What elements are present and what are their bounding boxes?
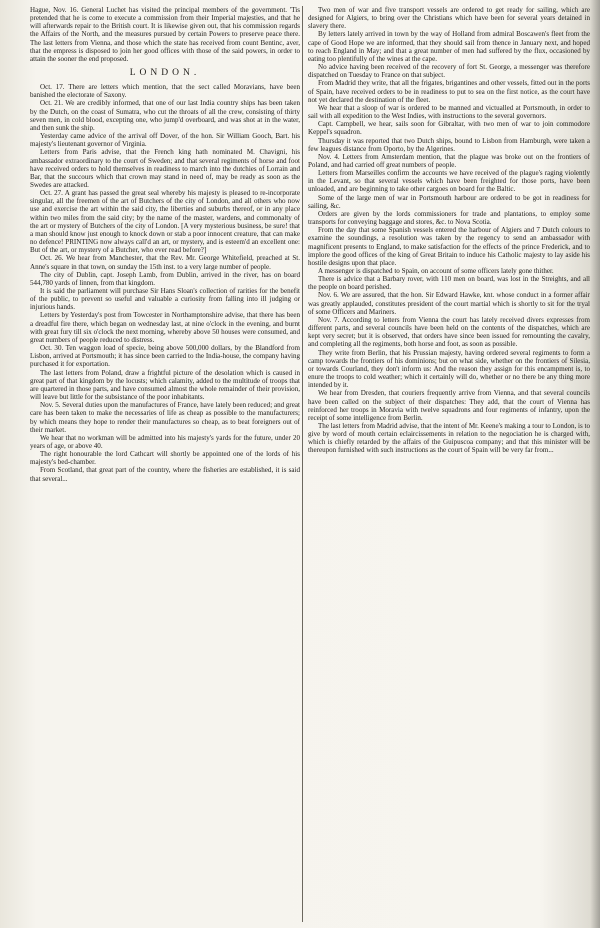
article-barbary-rover: There is advice that a Barbary rover, with 110 men on board, was lost in the Streights, and all the people on board perished. xyxy=(308,275,590,292)
article-boscawen-fleet: By letters lately arrived in town by the way of Holland from admiral Boscawen's fleet from the cape of Good Hope we are informed, that they should sail from thence in January next, and hoped to reach England in May; and that a great number of men had suffered by the flux, occasioned by eating too plentifully of the wines at the cape. xyxy=(308,30,590,63)
article-madrid-keene: The last letters from Madrid advise, that the intent of Mr. Keene's making a tour to London, is to give by word of mouth certain eclaircissements in relation to the negociation he is charged with, which is chiefly retarded by the affairs of the Guipuscoa company; and that this minister will be thereupon furnished with such instructions as the court of Spain will be very far from... xyxy=(308,421,590,455)
article-algiers-ambassador: From the day that some Spanish vessels entered the harbour of Algiers and 7 Dutch colours to examine the soundings, a resolution was taken by the regency to send an ambassador with magnificent presents to England, to make satisfaction for the effects of the prince Frederick, and to implore the good offices of the king of Great Britain to induce his Catholic majesty to lay aside his hostile designs upon that place. xyxy=(308,226,590,267)
article-vienna-expresses: Nov. 7. According to letters from Vienna the court has lately received divers expresses from different parts, and several councils have been held on the contents of the dispatches, which are kept very secret; but it is observed, that orders have since been issued for remounting the cavalry, and completing all the regiments, both horse and foot, as soon as possible. xyxy=(308,315,590,349)
article-moravians: Oct. 17. There are letters which mention, that the sect called Moravians, have been banished the electorate of Saxony. xyxy=(30,83,300,100)
article-india-ship: Oct. 21. We are credibly informed, that one of our last India country ships has been taken by the Dutch, on the coast of Sumatra, who cut the throats of all the crew, consisting of thirty seven men, in cold blood, excepting one, who jump'd overboard, and was shot at in the water, and then sunk the ship. xyxy=(30,99,300,132)
article-messenger-spain: A messenger is dispatched to Spain, on account of some officers lately gone thither. xyxy=(318,267,554,275)
left-column xyxy=(30,6,300,483)
article-sloop-of-war: We hear that a sloop of war is ordered to be manned and victualled at Portsmouth, in order to sail with all expedition to the West Indies, with instructions to the several governors. xyxy=(308,103,590,121)
article-specie-waggons: Oct. 30. Ten waggon load of specie, being above 500,000 dollars, by the Blandford from Lisbon, arrived at Portsmouth; it has since been carried to the India-house, the company having purchased it for exportation. xyxy=(30,344,300,369)
article-capt-campbell: Capt. Campbell, we hear, sails soon for Gibraltar, with two men of war to join commodore Keppel's squadron. xyxy=(308,120,590,137)
column-divider xyxy=(302,6,303,922)
article-towcester-fire: Letters by Yesterday's post from Towcester in Northamptonshire advise, that there has been a dreadful fire there, which began on wednesday last, at nine o'clock in the evening, and burnt with great fury till six o'clock the next morning, whereby above 50 houses were consumed, and great numbers of people reduced to distress. xyxy=(30,311,300,344)
article-lord-cathcart: The right honourable the lord Cathcart will shortly be appointed one of the lords of his majesty's bed-chamber. xyxy=(30,450,300,467)
article-whitefield: Oct. 26. We hear from Manchester, that the Rev. Mr. George Whitefield, preached at St. Anne's square in that town, on sunday the 15th inst. to a very large number of people. xyxy=(30,254,300,271)
article-dublin-linnen: The city of Dublin, capt. Joseph Lamb, from Dublin, arrived in the river, has on board 544,780 yards of linnen, from that kingdom. xyxy=(30,270,300,287)
article-algiers-transports: Two men of war and five transport vessels are ordered to get ready for sailing, which are designed for Algiers, to bring over the Christians which have been for several years detained in slavery there. xyxy=(308,6,590,31)
article-scotland-fisheries: From Scotland, that great part of the country, where the fisheries are established, it is said that several... xyxy=(30,466,300,483)
right-column xyxy=(308,6,590,455)
article-edward-hawke: Nov. 6. We are assured, that the hon. Sir Edward Hawke, knt. whose conduct in a former affair was greatly applauded, constitutes president of the court martial which is shortly to sit for the tryal of some Officers and Mariners. xyxy=(308,291,590,316)
article-amsterdam-plague: Nov. 4. Letters from Amsterdam mention, that the plague was broke out on the frontiers of Poland, and had carried off great numbers of people. xyxy=(308,152,590,169)
article-marseilles-plague: Letters from Marseilles confirm the accounts we have received of the plague's raging violently in the Levant, so that several vessels which have been freighted for those ports, have been unloaded, and are beginning to take other cargoes on board for the Baltic. xyxy=(308,169,590,194)
article-poland-locusts: The last letters from Poland, draw a frightful picture of the desolation which is caused in great part of that kingdom by the locusts; which calamity, added to the multitude of troops that are quartered in those parts, and have consumed almost the whole remainder of their provision, will leave but little for the subsistance of the poor inhabitants. xyxy=(30,368,300,402)
article-gooch-arrival: Yesterday came advice of the arrival off Dover, of the hon. Sir William Gooch, Bart. his majesty's lieutenant governor of Virginia. xyxy=(30,132,300,149)
article-berlin-camp: They write from Berlin, that his Prussian majesty, having ordered several regiments to form a camp towards the frontiers of his dominions; but on what side, whether on the frontiers of Silesia, or towards Courland, they don't inform us: And the reason they assign for this encampment is, to enure the troops to cold weather; which it certainly will do, whether or no there be any thing more intended by it. xyxy=(308,348,590,390)
article-nova-scotia-stores: Orders are given by the lords commissioners for trade and plantations, to employ some transports for conveying baggage and stores, &c. to Nova Scotia. xyxy=(308,209,590,227)
section-heading-london: LONDON. xyxy=(129,68,201,79)
article-sloan-collection: It is said the parliament will purchase Sir Hans Sloan's collection of rarities for the benefit of the public, to prevent so useful and valuable a curiosity from falling into ill judging or injurious hands. xyxy=(30,287,300,312)
article-butchers-grant: Oct. 27. A grant has passed the great seal whereby his majesty is pleased to re-incorporate singular, all the freemen of the art of Butchers of the city of London, and all others who now use and exercise the art within the said city, the liberties and suburbs thereof, or in any place within two miles from the said city; by the name of the master, wardens, and commonalty of the art or mystery of Butchers of the city of London. [A very mysterious business, be sure! that a man should know just enough to knock down or stab a poor innocent creature, that can make no defence! PRINTING now always call'd an art, or mystery, and is esteem'd an excellent one: But of the art, or mystery of a Butcher, who ever read before?] xyxy=(30,189,300,255)
article-madrid-frigates: From Madrid they write, that all the frigates, brigantines and other vessels, fitted out in the ports of Spain, have received orders to be in readiness to put to sea on the first notice, as the court have not yet declared the destination of the fleet. xyxy=(308,79,590,104)
article-dutch-ships-taken: Thursday it was reported that two Dutch ships, bound to Lisbon from Hamburgh, were taken a few leagues distance from Oporto, by the Algerines. xyxy=(308,136,590,153)
hague-dispatch: Hague, Nov. 16. General Luchet has visited the principal members of the government. 'Tis pretended that he is come to execute a commission from their Imperial majesties, and that he will afterwards repair to the British court. It is likewise given out, that his commission regards the Affairs of the North, and the measures pursued by certain Powers to preserve peace there. The last letters from Vienna, and those which the state has received from count Bentinc, aver, that the empress is disposed to join her good offices with those of the said powers, in order to attain the sooner the end proposed. xyxy=(30,6,300,63)
article-fort-st-george: No advice having been received of the recovery of fort St. George, a messenger was therefore dispatched on Tuesday to France on that subject. xyxy=(308,63,590,80)
article-dresden-couriers: We hear from Dresden, that couriers frequently arrive from Vienna, and that several councils have been called on the subject of their dispatches: They add, that the court of Vienna has reinforced her troops in Moravia with twelve squadrons and four regiments of infantry, upon the receipt of some intelligence from Berlin. xyxy=(308,389,590,422)
article-france-duties: Nov. 5. Several duties upon the manufactures of France, have lately been reduced; and great care has been taken to make the necessaries of life as cheap as possible to the manufacturers; by which means they hope to render their manufactures so cheap, as to beat foreigners out of their market. xyxy=(30,401,300,434)
article-portsmouth-men-of-war: Some of the large men of war in Portsmouth harbour are ordered to be got in readiness for sailing, &c. xyxy=(308,193,590,210)
article-workmen-yards: We hear that no workman will be admitted into his majesty's yards for the future, under 20 years of age, or above 40. xyxy=(30,433,300,450)
article-paris-letters: Letters from Paris advise, that the French king hath nominated M. Chavigni, his ambassador extraordinary to the court of Sweden; and that several regiments of horse and foot have received orders to hold themselves in readiness to march into the dutchies of Lorrain and Bar, that the succours which that crown may stand in need of, may be ready as soon as the Swedes are attacked. xyxy=(30,148,300,189)
page-edge-shadow xyxy=(590,0,600,928)
